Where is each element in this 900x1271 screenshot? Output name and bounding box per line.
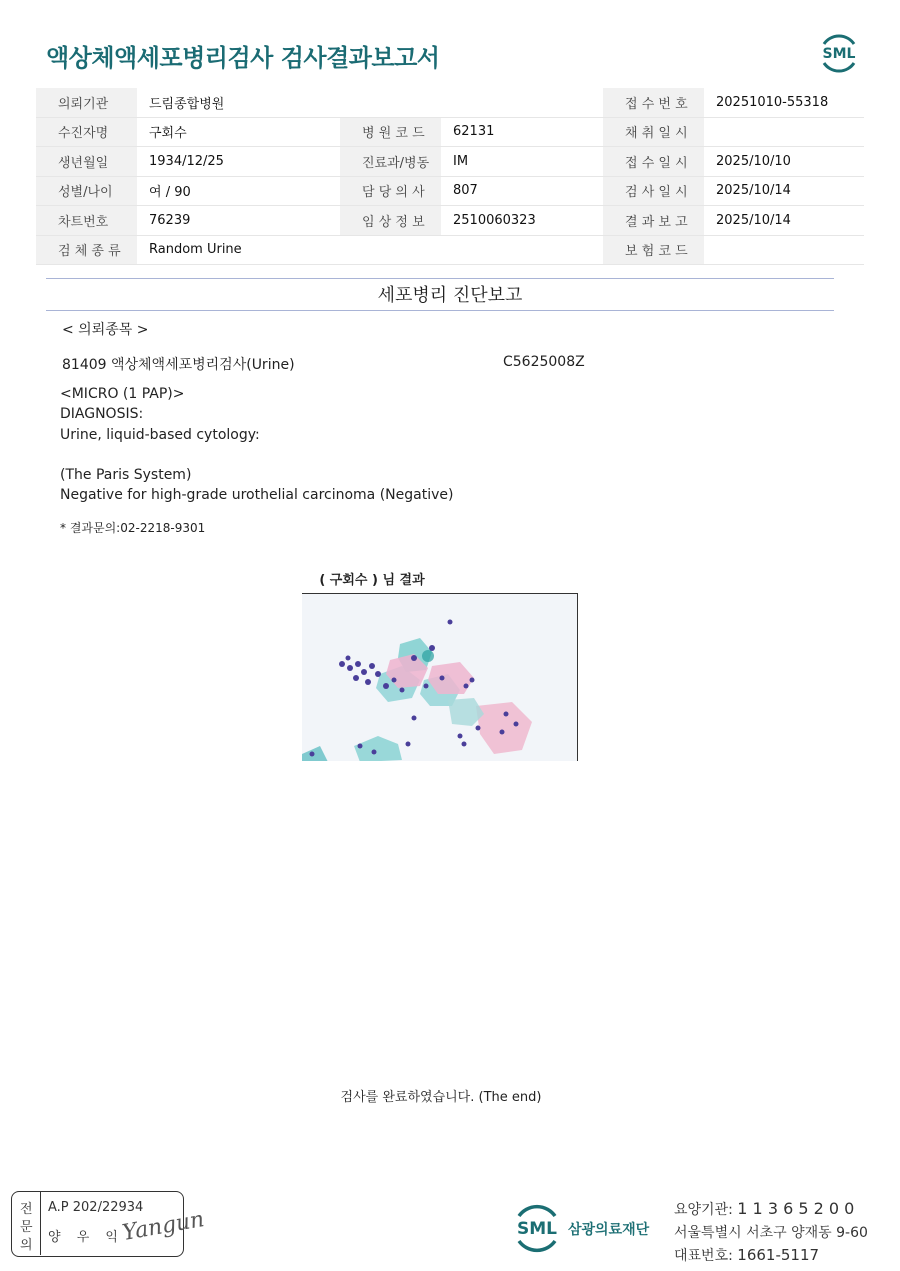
ap-number: A.P 202/22934 (48, 1200, 144, 1215)
info-label (340, 88, 441, 117)
paris-system-text: (The Paris System) (60, 467, 192, 483)
foundation-name: 삼광의료재단 (568, 1222, 650, 1238)
info-label: 차트번호 (36, 206, 137, 236)
stamp-char: 문 (20, 1220, 33, 1235)
info-label: 생년월일 (36, 147, 137, 177)
inquiry-contact: * 결과문의:02-2218-9301 (60, 521, 206, 535)
doctor-name: 양 우 익 (48, 1230, 124, 1245)
report-title: 액상체액세포병리검사 검사결과보고서 (46, 44, 440, 72)
info-label: 검 체 종 류 (36, 235, 137, 265)
patient-info-table (36, 88, 864, 265)
info-label: 담 당 의 사 (340, 176, 441, 206)
info-value: Random Urine (137, 235, 340, 265)
section-title: 세포병리 진단보고 (377, 285, 523, 306)
info-value (704, 235, 864, 265)
info-label (340, 235, 441, 265)
info-value: 드림종합병원 (137, 88, 340, 117)
info-value: 2025/10/14 (704, 176, 864, 206)
info-label: 채 취 일 시 (603, 117, 704, 147)
stamp-side-label (12, 1192, 41, 1255)
foundation-logo (510, 1200, 564, 1256)
diagnosis-result: Negative for high-grade urothelial carcinoma (Negative) (60, 487, 454, 503)
info-value (704, 117, 864, 147)
info-label: 임 상 정 보 (340, 206, 441, 236)
info-value: 2025/10/10 (704, 147, 864, 177)
order-item: 81409 액상체액세포병리검사(Urine) (62, 357, 295, 373)
phone-number: 1661-5117 (737, 1246, 820, 1264)
info-value (441, 88, 603, 117)
info-row (36, 147, 864, 177)
phone-line (674, 1245, 819, 1265)
info-value: 여 / 90 (137, 176, 340, 206)
info-label: 성별/나이 (36, 176, 137, 206)
info-label: 병 원 코 드 (340, 117, 441, 147)
institution-label: 요양기관: (674, 1202, 733, 1218)
micro-label: <MICRO (1 PAP)> (60, 386, 185, 402)
info-label: 접 수 번 호 (603, 88, 704, 117)
info-value: 62131 (441, 117, 603, 147)
section-rule-bottom (46, 310, 834, 311)
info-row (36, 88, 864, 117)
info-label: 접 수 일 시 (603, 147, 704, 177)
institution-line (674, 1199, 854, 1219)
info-label: 검 사 일 시 (603, 176, 704, 206)
specimen-text: Urine, liquid-based cytology: (60, 427, 260, 443)
info-value: 20251010-55318 (704, 88, 864, 117)
info-label: 보 험 코 드 (603, 235, 704, 265)
image-caption: ( 구회수 ) 님 결과 (319, 573, 425, 588)
foundation-address: 서울특별시 서초구 양재동 9-60 (674, 1225, 868, 1241)
info-value: 2510060323 (441, 206, 603, 236)
info-label: 결 과 보 고 (603, 206, 704, 236)
pathologist-stamp (11, 1191, 207, 1257)
sml-logo (816, 30, 862, 76)
info-value: 807 (441, 176, 603, 206)
section-rule-top (46, 278, 834, 279)
phone-label: 대표번호: (674, 1248, 733, 1264)
sml-logo-text: SML (822, 46, 856, 62)
info-value: 구회수 (137, 117, 340, 147)
info-value (441, 235, 603, 265)
info-row (36, 117, 864, 147)
info-value: 2025/10/14 (704, 206, 864, 236)
end-text: 검사를 완료하였습니다. (The end) (340, 1090, 542, 1105)
info-value: IM (441, 147, 603, 177)
info-label: 의뢰기관 (36, 88, 137, 117)
info-label: 진료과/병동 (340, 147, 441, 177)
diagnosis-label: DIAGNOSIS: (60, 406, 144, 422)
info-value: 1934/12/25 (137, 147, 340, 177)
order-header: < 의뢰종목 > (62, 322, 149, 338)
info-label: 수진자명 (36, 117, 137, 147)
cytology-image (302, 593, 578, 761)
foundation-logo-text: SML (517, 1219, 557, 1239)
stamp-char: 전 (20, 1202, 33, 1217)
info-row (36, 206, 864, 236)
institution-number: 1 1 3 6 5 2 0 0 (737, 1199, 855, 1218)
order-code: C5625008Z (503, 354, 585, 370)
info-value: 76239 (137, 206, 340, 236)
doctor-signature: Yangun (120, 1207, 207, 1246)
stamp-char: 의 (20, 1238, 33, 1253)
info-row (36, 176, 864, 206)
info-row (36, 235, 864, 265)
